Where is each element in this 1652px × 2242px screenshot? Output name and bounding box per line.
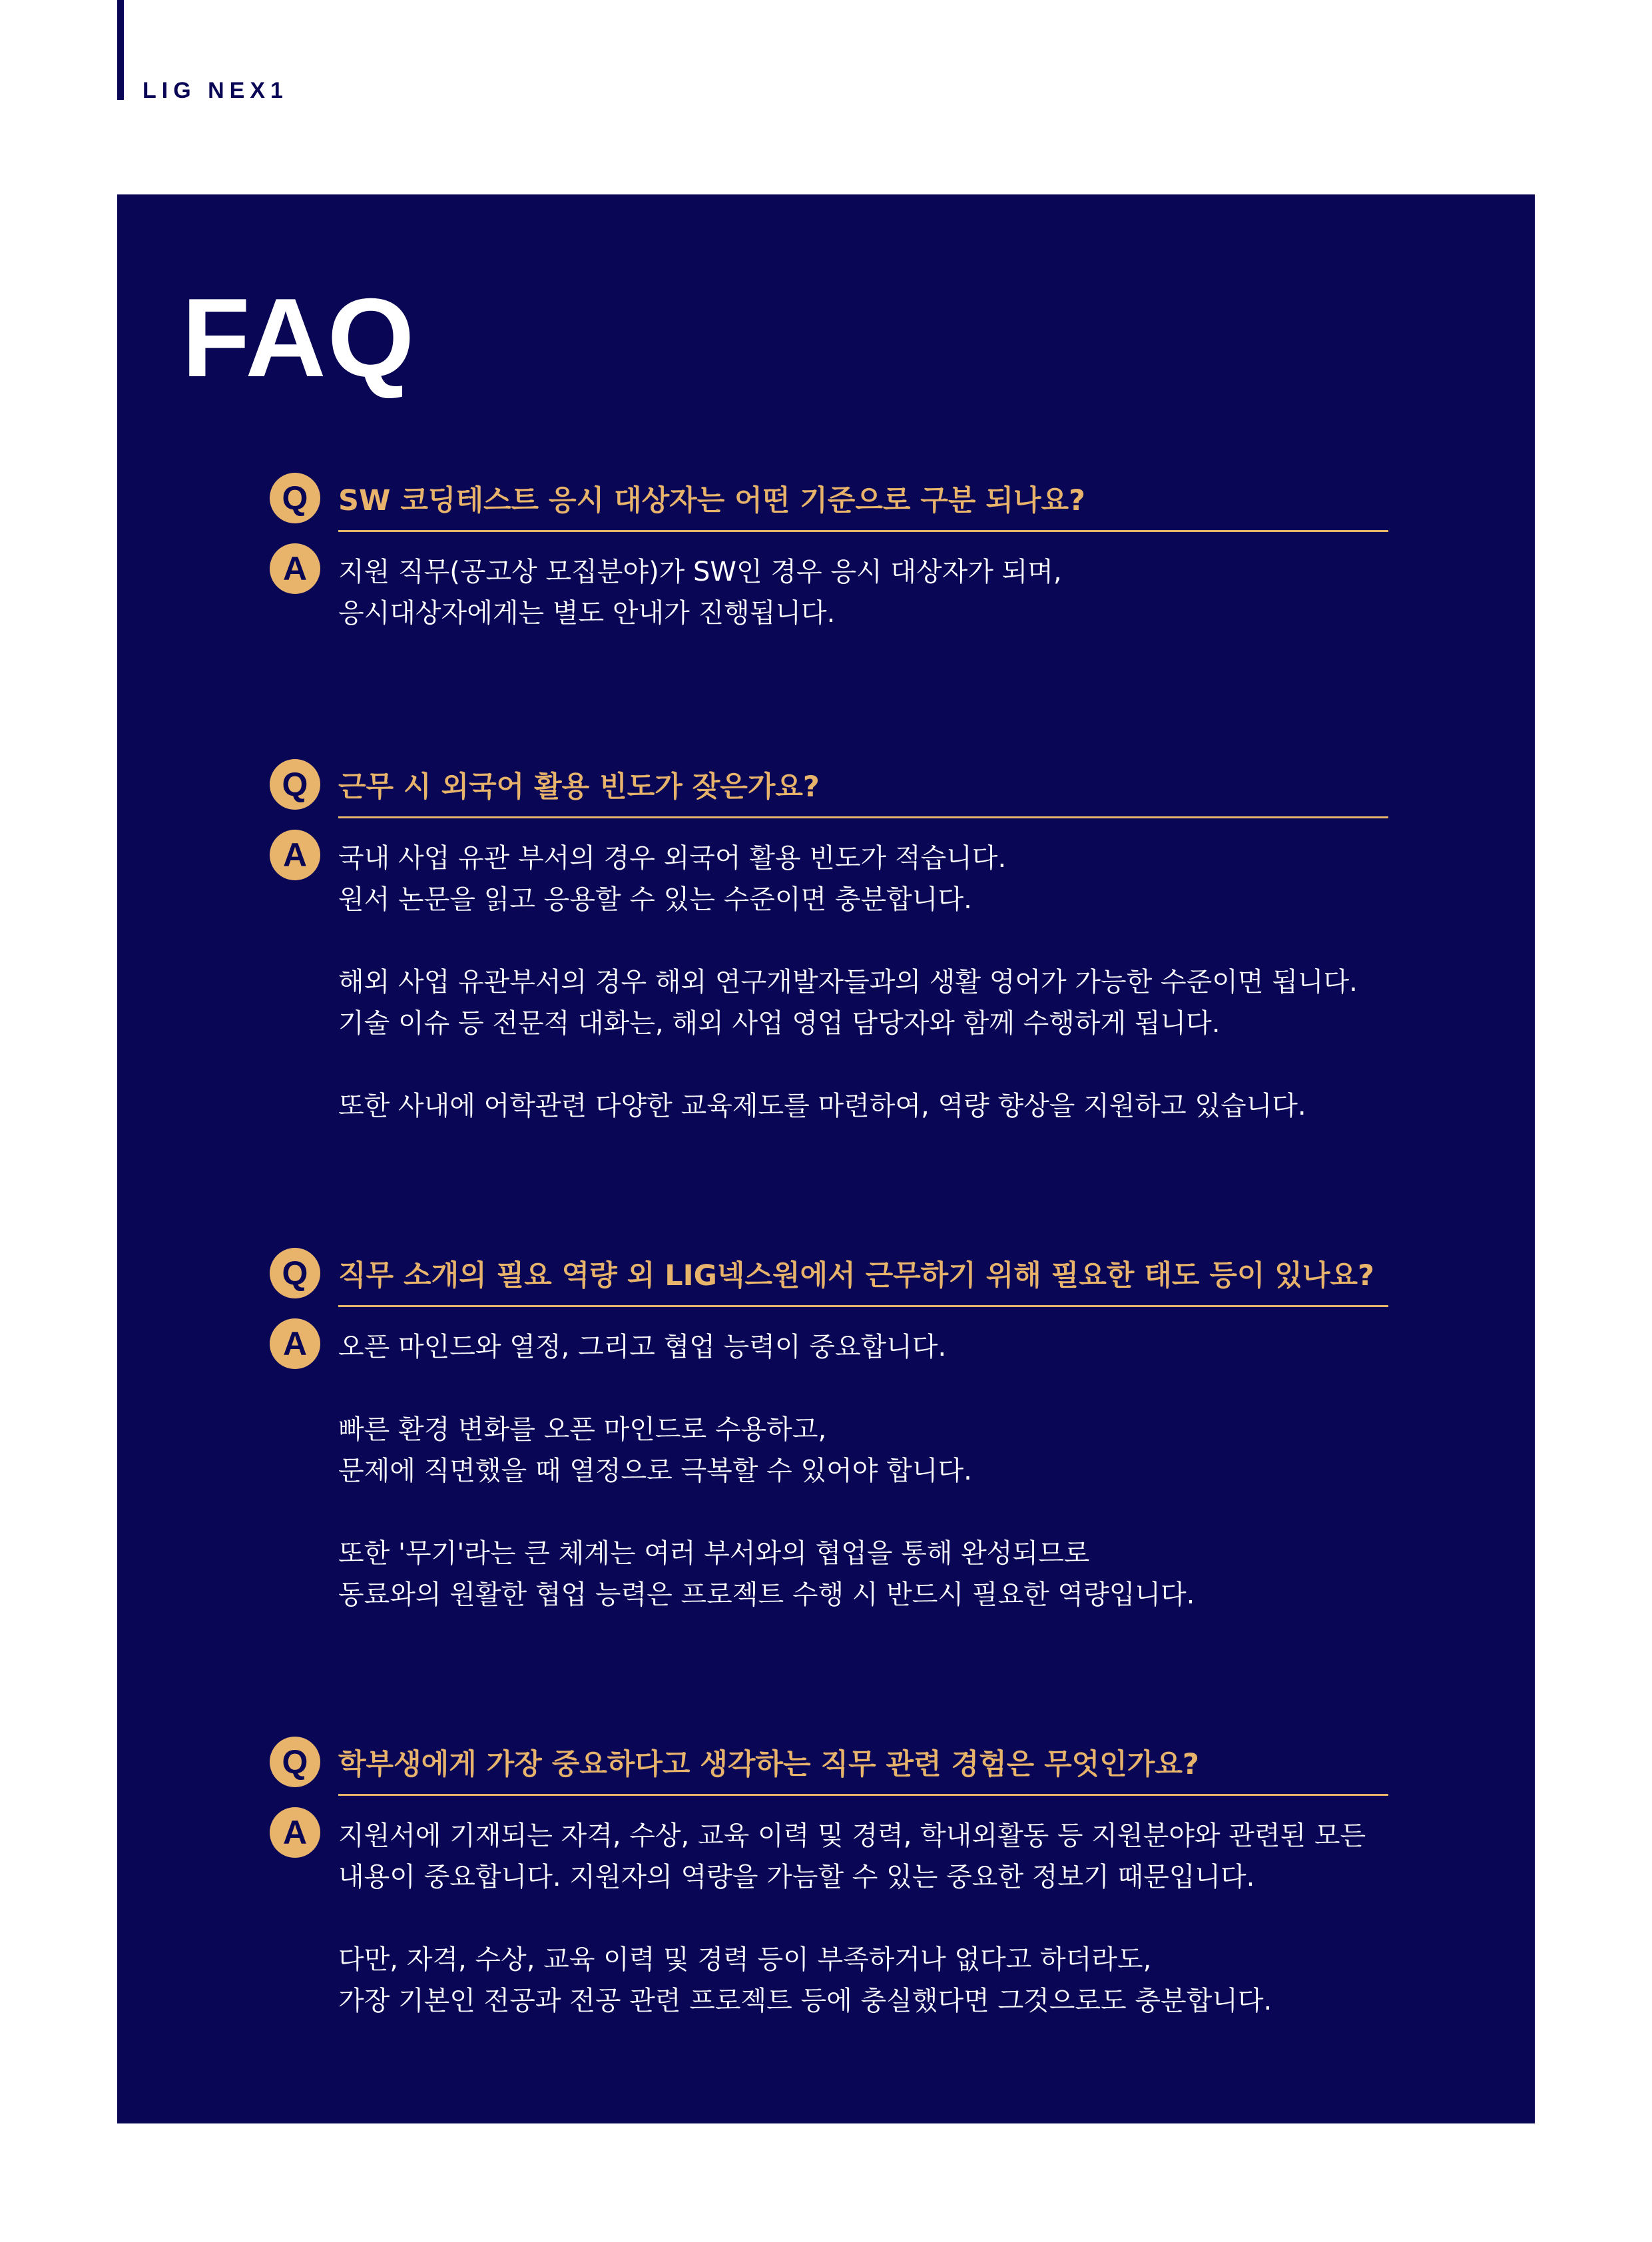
brand-accent-bar	[117, 0, 124, 100]
faq-item	[270, 767, 1388, 1127]
answer-body	[338, 1815, 1388, 2022]
faq-item	[270, 1256, 1388, 1615]
question-badge: Q	[270, 1737, 320, 1787]
question-divider	[338, 816, 1388, 818]
answer-row	[270, 838, 1388, 1127]
answer-line: 동료와의 원활한 협업 능력은 프로젝트 수행 시 반드시 필요한 역량입니다.	[338, 1579, 1195, 1610]
answer-line: 또한 사내에 어학관련 다양한 교육제도를 마련하여, 역량 향상을 지원하고 있습니다.	[338, 1091, 1306, 1121]
question-divider	[338, 1305, 1388, 1307]
question-text: 근무 시 외국어 활용 빈도가 잦은가요?	[338, 770, 820, 804]
question-badge: Q	[270, 473, 320, 523]
faq-panel	[117, 194, 1535, 2123]
question-text: 직무 소개의 필요 역량 외 LIG넥스원에서 근무하기 위해 필요한 태도 등이 있나요?	[338, 1259, 1374, 1292]
answer-paragraph	[338, 1085, 1388, 1127]
answer-line: 지원서에 기재되는 자격, 수상, 교육 이력 및 경력, 학내외활동 등 지원분야와 관련된 모든	[338, 1821, 1366, 1851]
answer-badge: A	[270, 1318, 320, 1369]
answer-paragraph	[338, 1326, 1388, 1368]
answer-paragraph	[338, 962, 1388, 1044]
answer-body	[338, 838, 1388, 1127]
question-divider	[338, 1794, 1388, 1796]
question-row	[270, 481, 1388, 527]
answer-paragraph	[338, 1409, 1388, 1492]
faq-item	[270, 481, 1388, 634]
question-row	[270, 1745, 1388, 1791]
answer-line: 기술 이슈 등 전문적 대화는, 해외 사업 영업 담당자와 함께 수행하게 됩니다.	[338, 1008, 1221, 1039]
answer-row	[270, 551, 1388, 634]
question-badge: Q	[270, 759, 320, 810]
answer-line: 또한 '무기'라는 큰 체계는 여러 부서와의 협업을 통해 완성되므로	[338, 1538, 1090, 1569]
question-text: SW 코딩테스트 응시 대상자는 어떤 기준으로 구분 되나요?	[338, 484, 1085, 517]
answer-line: 내용이 중요합니다. 지원자의 역량을 가늠할 수 있는 중요한 정보기 때문입니다.	[338, 1862, 1255, 1892]
answer-line: 다만, 자격, 수상, 교육 이력 및 경력 등이 부족하거나 없다고 하더라도,	[338, 1944, 1152, 1975]
answer-paragraph	[338, 1815, 1388, 1898]
brand-name: LIG NEX1	[142, 78, 288, 103]
answer-paragraph	[338, 1533, 1388, 1615]
question-text: 학부생에게 가장 중요하다고 생각하는 직무 관련 경험은 무엇인가요?	[338, 1748, 1199, 1781]
answer-line: 오픈 마인드와 열정, 그리고 협업 능력이 중요합니다.	[338, 1332, 947, 1362]
answer-row	[270, 1815, 1388, 2022]
answer-line: 해외 사업 유관부서의 경우 해외 연구개발자들과의 생활 영어가 가능한 수준이면 됩니다.	[338, 967, 1358, 997]
answer-paragraph	[338, 1939, 1388, 2022]
answer-line: 빠른 환경 변화를 오픈 마인드로 수용하고,	[338, 1414, 827, 1445]
answer-badge: A	[270, 543, 320, 594]
question-badge: Q	[270, 1248, 320, 1298]
answer-line: 문제에 직면했을 때 열정으로 극복할 수 있어야 합니다.	[338, 1456, 972, 1486]
answer-line: 가장 기본인 전공과 전공 관련 프로젝트 등에 충실했다면 그것으로도 충분합니다.	[338, 1986, 1272, 2016]
answer-badge: A	[270, 830, 320, 880]
answer-row	[270, 1326, 1388, 1615]
question-row	[270, 1256, 1388, 1302]
faq-item	[270, 1745, 1388, 2022]
answer-paragraph	[338, 838, 1388, 920]
answer-body	[338, 551, 1388, 634]
question-row	[270, 767, 1388, 814]
answer-line: 지원 직무(공고상 모집분야)가 SW인 경우 응시 대상자가 되며,	[338, 557, 1062, 587]
answer-line: 원서 논문을 읽고 응용할 수 있는 수준이면 충분합니다.	[338, 884, 972, 915]
answer-line: 응시대상자에게는 별도 안내가 진행됩니다.	[338, 598, 836, 629]
answer-badge: A	[270, 1807, 320, 1858]
answer-paragraph	[338, 551, 1388, 634]
answer-line: 국내 사업 유관 부서의 경우 외국어 활용 빈도가 적습니다.	[338, 843, 1007, 874]
page-title: FAQ	[182, 275, 416, 400]
question-divider	[338, 530, 1388, 532]
answer-body	[338, 1326, 1388, 1615]
